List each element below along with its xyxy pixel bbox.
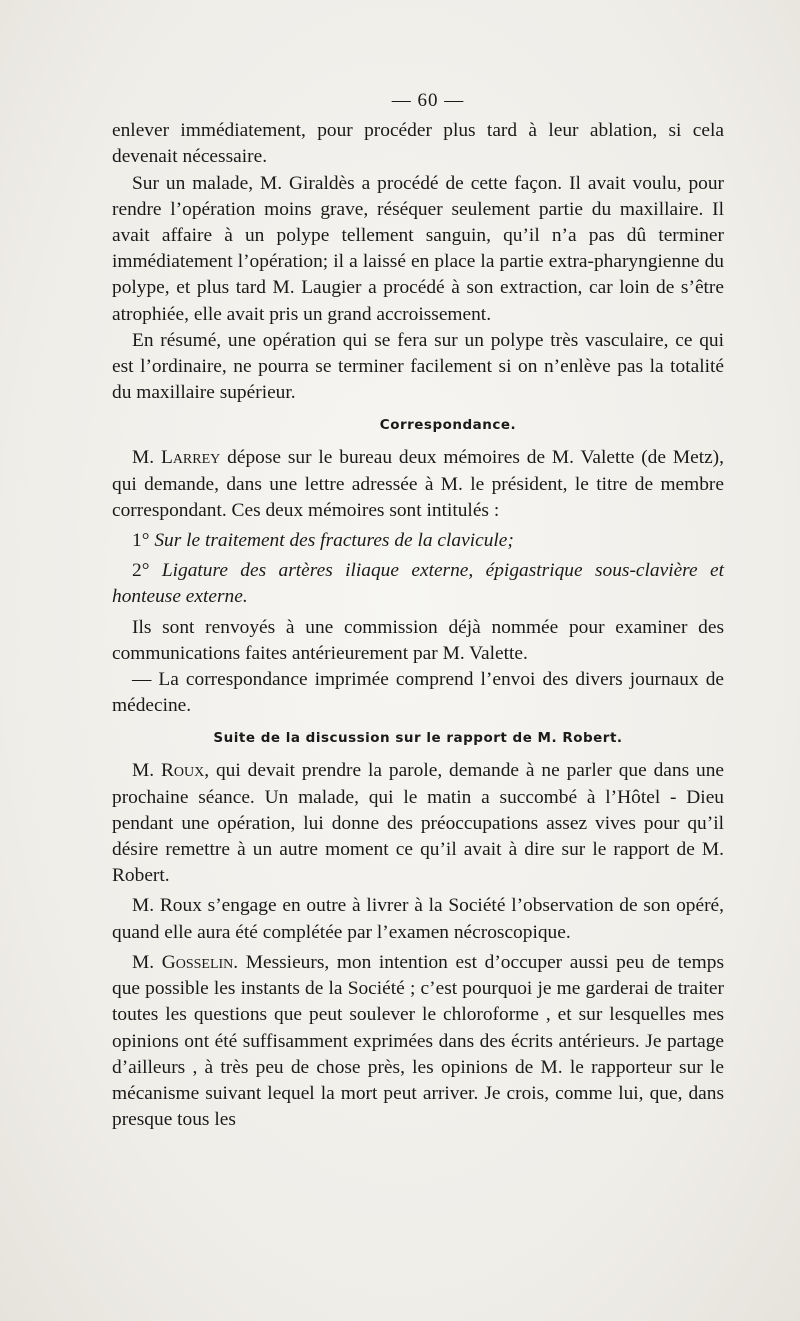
- paragraph-larrey-text: dépose sur le bureau deux mémoires de M. Valette (de Metz), qui demande, dans une lettre adressée à M. le président, le titre de membre correspondant. Ces deux mémoires sont intitulés :: [112, 447, 724, 521]
- paragraph-continued: enlever immédiatement, pour procéder plus tard à leur ablation, si cela devenait nécessaire.: [112, 120, 724, 168]
- paragraph-larrey: [112, 445, 724, 524]
- list-item-1: [112, 528, 724, 554]
- list-item-1-text: Sur le traitement des fractures de la clavicule;: [154, 530, 514, 552]
- list-item-2-text: Ligature des artères iliaque externe, épigastrique sous-clavière et honteuse externe.: [112, 560, 724, 608]
- name-larrey: Larrey: [160, 447, 221, 469]
- lead-m-roux: M.: [132, 760, 155, 782]
- paragraph-roux-engage: M. Roux s’engage en outre à livrer à la Société l’observation de son opéré, quand elle aura été complétée par l’examen nécroscopique.: [112, 895, 724, 943]
- name-gosselin: Gosselin: [161, 951, 234, 973]
- text-block: [112, 88, 724, 1133]
- lead-m-gosselin: M.: [132, 951, 155, 973]
- section-heading-correspondance: Correspondance.: [379, 417, 517, 434]
- list-item-2: [112, 558, 724, 610]
- page-number: — 60 —: [391, 90, 465, 111]
- paragraph-gosselin-text: . Messieurs, mon intention est d’occuper aussi peu de temps que possible les instants de la Société ; c’est pourquoi je me garderai de traiter toutes les questions que peut soulever le chloroforme , et sur lesquelles mes opinions ont été suffisamment exprimées dans des écrits antérieurs. Je partage d’ailleurs , à très peu de chose près, les opinions de M. le rapporteur sur le mécanisme suivant lequel la mort peut arriver. Je crois, comme lui, que, dans presque tous les: [112, 951, 724, 1131]
- name-roux: Roux: [160, 760, 205, 782]
- paragraph-correspondance-imprimee: — La correspondance imprimée comprend l’envoi des divers journaux de médecine.: [112, 669, 724, 717]
- paragraph-commission: Ils sont renvoyés à une commission déjà nommée pour examiner des communications faites antérieurement par M. Valette.: [112, 616, 724, 664]
- paragraph-gosselin: [112, 950, 724, 1133]
- paragraph-roux-text: , qui devait prendre la parole, demande à ne parler que dans une prochaine séance. Un malade, qui le matin a succombé à l’Hôtel - Dieu pendant une opération, lui donne des préoccupations assez vives pour qu’il désire remettre à un autre moment ce qu’il avait à dire sur le rapport de M. Robert.: [112, 760, 724, 887]
- list-item-2-number: 2°: [132, 560, 150, 582]
- paragraph-resume: En résumé, une opération qui se fera sur un polype très vasculaire, ce qui est l’ordinaire, ne pourra se terminer facilement si on n’enlève pas la totalité du maxillaire supérieur.: [112, 329, 724, 404]
- list-item-1-number: 1°: [132, 530, 150, 552]
- lead-m: M.: [132, 447, 155, 469]
- section-heading-discussion: Suite de la discussion sur le rapport de M. Robert.: [213, 730, 623, 747]
- paragraph-giraldes: Sur un malade, M. Giraldès a procédé de cette façon. Il avait voulu, pour rendre l’opération moins grave, réséquer seulement partie du maxillaire. Il avait affaire à un polype tellement sanguin, qu’il n’a pas dû terminer immédiatement l’opération; il a laissé en place la partie extra-pharyngienne du polype, et plus tard M. Laugier a procédé à son extraction, car loin de s’être atrophiée, elle avait pris un grand accroissement.: [112, 172, 724, 325]
- paragraph-roux: [112, 758, 724, 889]
